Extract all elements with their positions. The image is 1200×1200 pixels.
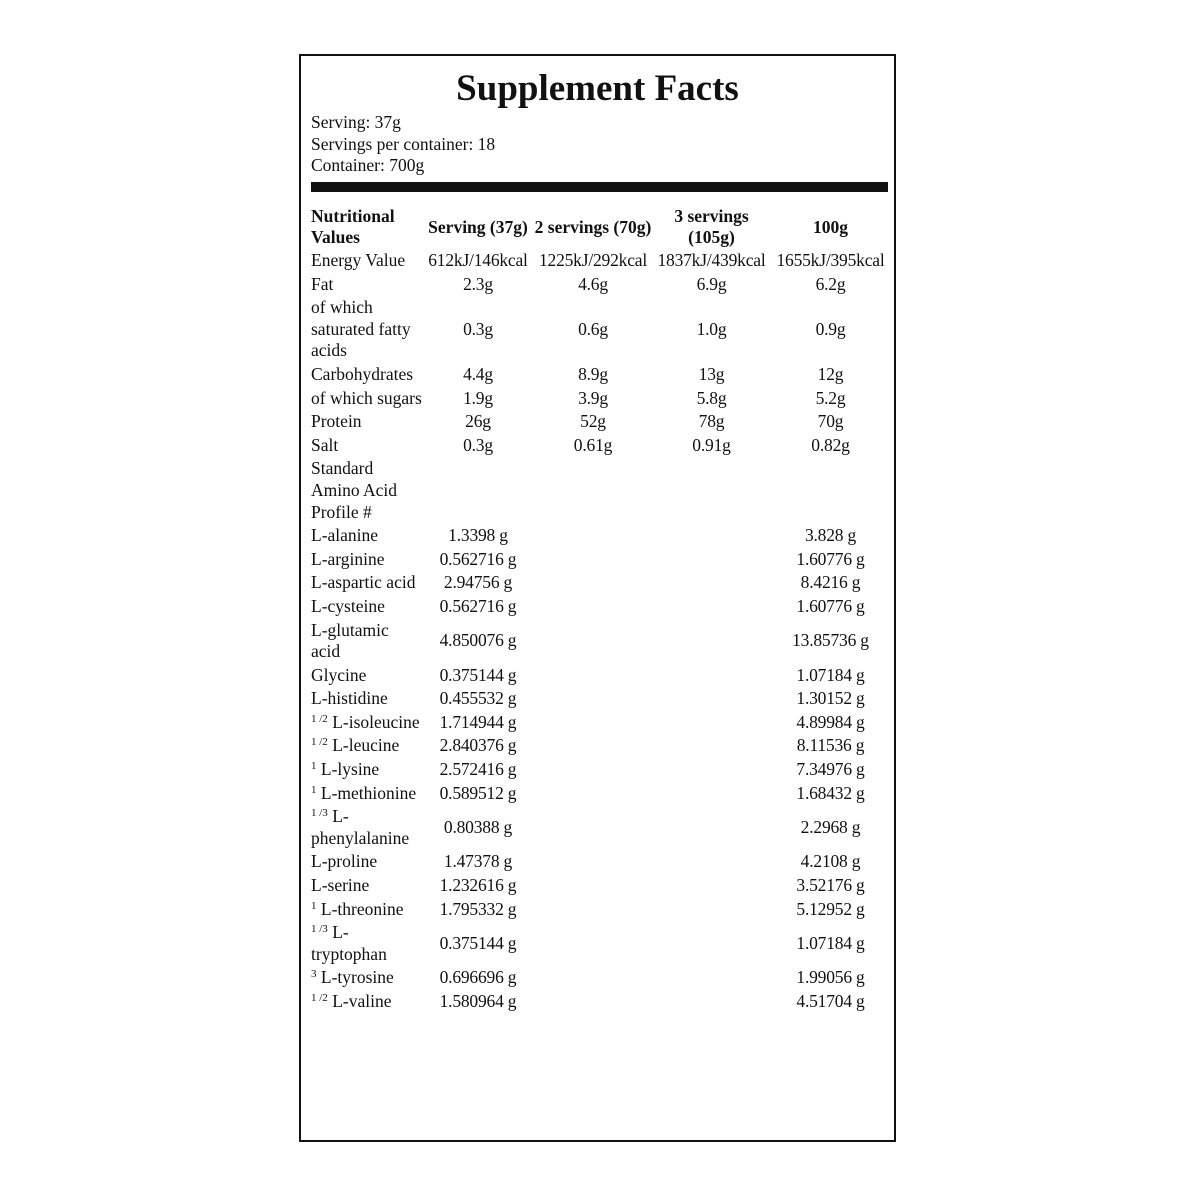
value-cell: 2.2968 g (800, 817, 861, 838)
value-cell (534, 898, 652, 922)
value-cell: 4.89984 g (796, 711, 865, 732)
row-label (311, 619, 422, 664)
container-size: Container: 700g (311, 155, 425, 175)
table-row (311, 711, 890, 735)
value-cell: 0.589512 g (439, 782, 517, 803)
table-row (311, 990, 890, 1014)
table-row (311, 966, 890, 990)
row-label-text: L-aspartic acid (311, 572, 416, 593)
value-cell: 0.455532 g (439, 688, 517, 709)
row-label-text: L-tyrosine (320, 967, 394, 988)
column-header: Serving (37g) (428, 216, 528, 237)
row-label-text: Glycine (311, 664, 367, 685)
nutrition-table (311, 206, 890, 1014)
footnote-marker: 1 (311, 899, 317, 912)
footnote-marker: 1 /3 (311, 923, 328, 936)
row-label-text: L-threonine (320, 898, 404, 919)
panel-title: Supplement Facts (456, 68, 739, 109)
thick-divider (311, 182, 888, 192)
value-cell (534, 782, 652, 806)
row-label (311, 664, 422, 688)
value-cell (652, 734, 771, 758)
value-cell: 0.696696 g (439, 967, 517, 988)
table-row (311, 273, 890, 297)
table-row (311, 734, 890, 758)
row-label (311, 966, 422, 990)
row-label (311, 711, 422, 735)
row-label (311, 595, 422, 619)
value-cell: 4.6g (578, 273, 608, 294)
value-cell: 1225kJ/292kcal (538, 250, 648, 270)
row-label-text: L-cysteine (311, 595, 385, 616)
row-label-text: Fat (311, 273, 334, 294)
value-cell: 13.85736 g (792, 630, 869, 651)
value-cell (652, 782, 771, 806)
column-header: 2 servings (70g) (534, 216, 652, 237)
value-cell: 5.2g (815, 387, 846, 408)
row-label (311, 524, 422, 548)
row-label-text: Carbohydrates (311, 363, 414, 384)
row-label (311, 687, 422, 711)
value-cell (652, 805, 771, 850)
row-label-text: of which sugars (311, 387, 422, 408)
servings-per-container: Servings per container: 18 (311, 133, 496, 154)
row-label-text: of which saturated fatty acids (311, 297, 411, 361)
row-label (311, 898, 422, 922)
row-label-text: L-valine (332, 991, 392, 1011)
table-row (311, 524, 890, 548)
table-row (311, 687, 890, 711)
value-cell (534, 758, 652, 782)
row-label (311, 805, 422, 850)
value-cell: 1.68432 g (796, 782, 865, 803)
value-cell: 1.07184 g (796, 933, 865, 954)
value-cell: 1.07184 g (796, 664, 865, 685)
value-cell: 0.3g (463, 434, 493, 455)
value-cell: 8.11536 g (796, 735, 865, 756)
table-row (311, 898, 890, 922)
table-row (311, 850, 890, 874)
value-cell (534, 921, 652, 966)
value-cell (534, 805, 652, 850)
value-cell: 1.0g (696, 318, 727, 339)
value-cell: 0.375144 g (439, 933, 517, 954)
value-cell (534, 966, 652, 990)
value-cell: 6.9g (696, 273, 727, 294)
value-cell (534, 990, 652, 1014)
row-label (311, 363, 422, 387)
table-row (311, 782, 890, 806)
row-label-text: Salt (311, 434, 339, 455)
row-label-text: L-proline (311, 851, 378, 872)
value-cell: 2.3g (463, 273, 493, 294)
table-row (311, 874, 890, 898)
row-label-text: L-arginine (311, 548, 385, 569)
value-cell (652, 595, 771, 619)
row-label-text: L-lysine (320, 759, 380, 780)
row-label (311, 874, 422, 898)
row-label (311, 850, 422, 874)
value-cell: 4.2108 g (800, 851, 861, 872)
value-cell (652, 711, 771, 735)
row-label-text: L-isoleucine (332, 711, 420, 732)
table-row (311, 758, 890, 782)
value-cell: 1.9g (463, 387, 493, 408)
value-cell: 12g (817, 363, 844, 384)
value-cell: 52g (580, 411, 606, 432)
row-label (311, 457, 422, 524)
table-row (311, 296, 890, 363)
row-label-text: L-methionine (320, 782, 417, 803)
value-cell: 2.572416 g (439, 759, 517, 780)
row-label (311, 273, 422, 297)
value-cell: 612kJ/146kcal (428, 250, 528, 270)
value-cell (534, 664, 652, 688)
value-cell (652, 548, 771, 572)
value-cell: 8.4216 g (800, 572, 861, 593)
value-cell: 0.80388 g (443, 817, 513, 838)
value-cell: 1.795332 g (439, 898, 517, 919)
table-row (311, 619, 890, 664)
table-row (311, 921, 890, 966)
value-cell: 1655kJ/395kcal (776, 250, 885, 270)
footnote-marker: 1 /2 (311, 736, 328, 749)
value-cell: 13g (698, 363, 725, 384)
row-label (311, 434, 422, 458)
value-cell (534, 571, 652, 595)
table-header-row (311, 206, 890, 249)
footnote-marker: 1 /2 (311, 712, 328, 725)
value-cell: 0.82g (811, 434, 850, 455)
value-cell (652, 990, 771, 1014)
value-cell: 1.30152 g (796, 688, 865, 709)
value-cell: 2.94756 g (443, 572, 513, 593)
value-cell (422, 457, 534, 524)
table-row (311, 434, 890, 458)
value-cell: 0.6g (578, 318, 608, 339)
value-cell (652, 664, 771, 688)
value-cell (534, 619, 652, 664)
row-label (311, 249, 422, 273)
table-row (311, 548, 890, 572)
value-cell (534, 595, 652, 619)
row-label (311, 548, 422, 572)
value-cell: 4.51704 g (796, 991, 865, 1011)
value-cell: 4.850076 g (439, 630, 517, 651)
value-cell (652, 874, 771, 898)
footnote-marker: 1 /3 (311, 807, 328, 820)
table-row (311, 571, 890, 595)
footnote-marker: 1 (311, 760, 317, 773)
value-cell: 0.562716 g (439, 595, 517, 616)
column-header: Nutritional Values (311, 206, 395, 247)
value-cell: 1.99056 g (796, 967, 865, 988)
row-label (311, 990, 422, 1014)
row-label (311, 296, 422, 363)
value-cell (652, 457, 771, 524)
footnote-marker: 1 (311, 783, 317, 796)
table-body (311, 249, 890, 1014)
value-cell: 1.714944 g (439, 711, 517, 732)
row-label (311, 387, 422, 411)
table-row (311, 457, 890, 524)
row-label (311, 921, 422, 966)
value-cell (534, 524, 652, 548)
value-cell (652, 571, 771, 595)
row-label (311, 571, 422, 595)
value-cell: 1.47378 g (443, 851, 513, 872)
value-cell (652, 524, 771, 548)
value-cell: 0.61g (573, 434, 613, 455)
row-label (311, 758, 422, 782)
table-row (311, 249, 890, 273)
value-cell: 1.60776 g (796, 595, 865, 616)
value-cell (534, 711, 652, 735)
row-label-text: L-serine (311, 875, 370, 896)
value-cell (652, 687, 771, 711)
row-label (311, 734, 422, 758)
table-row (311, 387, 890, 411)
value-cell: 1.580964 g (439, 991, 517, 1011)
value-cell: 0.91g (692, 434, 731, 455)
value-cell: 3.52176 g (796, 875, 865, 896)
footnote-marker: 3 (311, 968, 317, 981)
value-cell: 1.232616 g (439, 875, 517, 896)
value-cell: 5.12952 g (796, 898, 865, 919)
row-label (311, 410, 422, 434)
value-cell (652, 758, 771, 782)
value-cell (534, 548, 652, 572)
value-cell (534, 874, 652, 898)
row-label-text: Energy Value (311, 250, 406, 270)
value-cell: 7.34976 g (796, 759, 865, 780)
value-cell: 4.4g (463, 363, 493, 384)
value-cell: 3.9g (578, 387, 608, 408)
value-cell (652, 850, 771, 874)
value-cell (771, 457, 890, 524)
serving-size: Serving: 37g (311, 112, 401, 132)
row-label-text: L-histidine (311, 688, 388, 709)
value-cell (534, 687, 652, 711)
value-cell (534, 850, 652, 874)
value-cell: 6.2g (815, 273, 846, 294)
value-cell: 0.3g (463, 318, 493, 339)
footnote-marker: 1 /2 (311, 992, 328, 1004)
row-label-text: L-tryptophan (311, 922, 387, 964)
table-row (311, 595, 890, 619)
value-cell (652, 898, 771, 922)
value-cell: 26g (465, 411, 491, 432)
table-row (311, 363, 890, 387)
value-cell (652, 619, 771, 664)
row-label-text: Standard Amino Acid Profile # (311, 458, 398, 522)
value-cell: 2.840376 g (439, 735, 517, 756)
supplement-facts-panel (299, 54, 896, 1142)
value-cell: 78g (698, 411, 725, 432)
value-cell: 1837kJ/439kcal (657, 250, 766, 270)
table-row (311, 805, 890, 850)
row-label (311, 782, 422, 806)
value-cell: 1.3398 g (448, 525, 508, 546)
value-cell (652, 921, 771, 966)
value-cell: 3.828 g (804, 525, 857, 546)
value-cell: 0.562716 g (439, 548, 517, 569)
value-cell: 0.375144 g (439, 664, 517, 685)
row-label-text: L-glutamic acid (311, 619, 389, 662)
value-cell: 1.60776 g (796, 548, 865, 569)
table-row (311, 664, 890, 688)
value-cell (534, 734, 652, 758)
value-cell: 8.9g (578, 363, 608, 384)
row-label-text: L-leucine (332, 735, 400, 756)
row-label-text: L-alanine (311, 525, 379, 546)
row-label-text: Protein (311, 411, 362, 432)
column-header: 3 servings (105g) (674, 206, 749, 247)
serving-info (311, 112, 495, 177)
value-cell (534, 457, 652, 524)
value-cell: 0.9g (815, 318, 846, 339)
row-label-text: L-phenylalanine (311, 806, 410, 848)
value-cell: 70g (817, 411, 844, 432)
value-cell: 5.8g (696, 387, 727, 408)
column-header: 100g (813, 216, 848, 237)
table-row (311, 410, 890, 434)
value-cell (652, 966, 771, 990)
